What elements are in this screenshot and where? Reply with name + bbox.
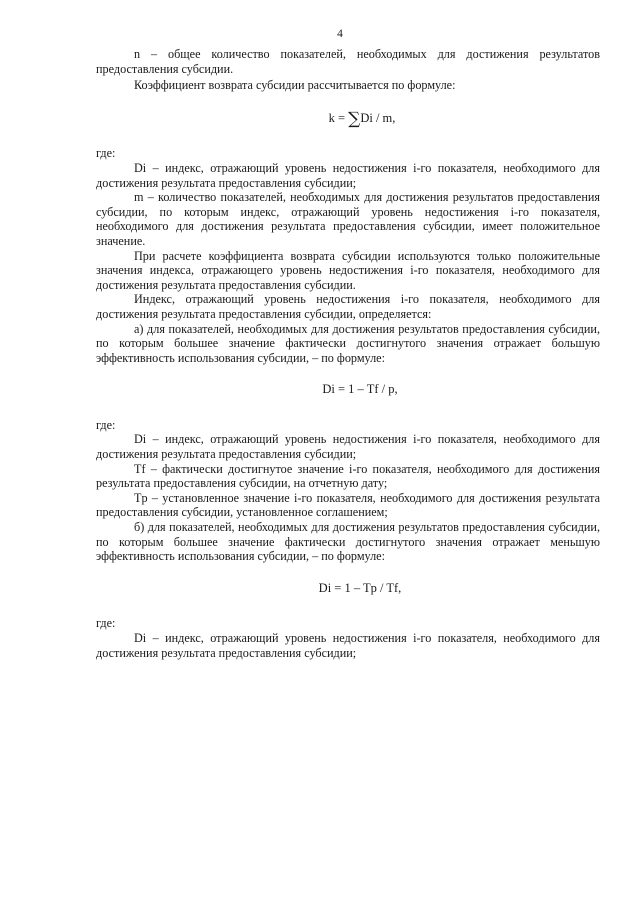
paragraph-di-definition-3: Di – индекс, отражающий уровень недостижения i-го показателя, необходимого для достижения результата предоставления субсидии;: [96, 631, 600, 660]
paragraph-case-a: а) для показателей, необходимых для достижения результатов предоставления субсидии, по которым большее значение фактически достигнутого значения отражает большую эффективность использования субсидии, – по формуле:: [96, 321, 600, 365]
paragraph-tf-definition: Tf – фактически достигнутое значение i-го показателя, необходимого для достижения результата предоставления субсидии, на отчетную дату;: [96, 461, 600, 491]
paragraph-di-definition-2: Di – индекс, отражающий уровень недостижения i-го показателя, необходимого для достижения результата предоставления субсидии;: [96, 432, 600, 462]
paragraph-tp-definition: Tp – установленное значение i-го показателя, необходимого для достижения результата предоставления субсидии, установленное соглашением;: [96, 490, 600, 520]
document-body: [96, 47, 600, 660]
where-label-1: где:: [96, 146, 116, 161]
where-label-3: где:: [96, 616, 116, 631]
page-number: 4: [337, 28, 343, 40]
formula-di-2: Di = 1 – Tp / Tf,: [318, 580, 402, 595]
paragraph-coefficient-intro: Коэффициент возврата субсидии рассчитывается по формуле:: [134, 78, 456, 93]
formula-di-1: Di = 1 – Tf / p,: [322, 382, 398, 397]
paragraph-positive-values: При расчете коэффициента возврата субсидии используются только положительные значения индекса, отражающего уровень недостижения i-го показателя, необходимого для достижения результата предоставления субсидии.: [96, 248, 600, 292]
formula-k-right: Di / m,: [360, 110, 396, 125]
sigma-symbol: ∑: [348, 108, 361, 129]
paragraph-m-definition: m – количество показателей, необходимых для достижения результатов предоставления субсидии, по которым индекс, отражающий уровень недостижения i-го показателя, необходимого для достижения результата предоставления субсидии, имеет положительное значение.: [96, 190, 600, 248]
paragraph-n-definition: n – общее количество показателей, необходимых для достижения результатов предоставления субсидии.: [96, 47, 600, 76]
where-label-2: где:: [96, 417, 116, 432]
paragraph-case-b: б) для показателей, необходимых для достижения результатов предоставления субсидии, по которым большее значение фактически достигнутого значения отражает меньшую эффективность использования субсидии, – по формуле:: [96, 520, 600, 564]
paragraph-di-definition-1: Di – индекс, отражающий уровень недостижения i-го показателя, необходимого для достижения результата предоставления субсидии;: [96, 160, 600, 190]
paragraph-index-determined: Индекс, отражающий уровень недостижения i-го показателя, необходимого для достижения результата предоставления субсидии, определяется:: [96, 292, 600, 321]
formula-k: [96, 108, 600, 129]
formula-k-left: k =: [328, 110, 349, 125]
